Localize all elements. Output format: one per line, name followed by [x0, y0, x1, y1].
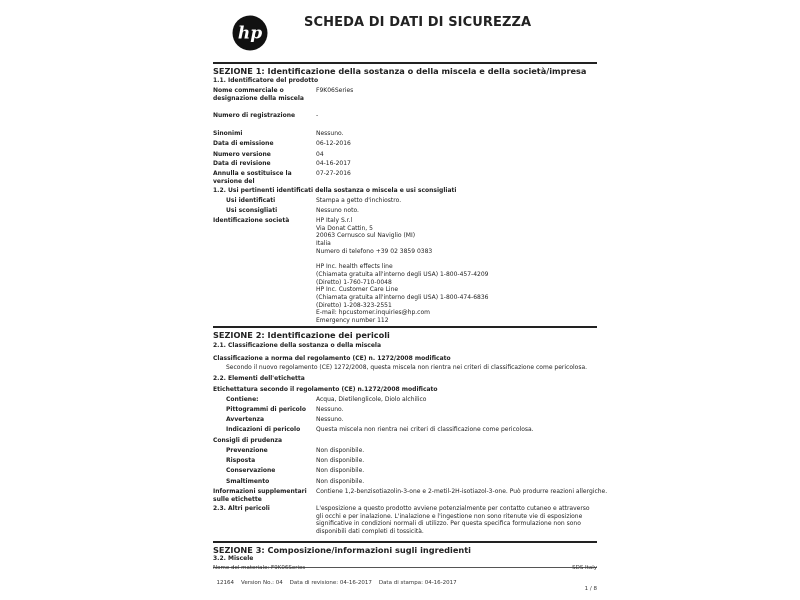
field-value-revision-date: 04-16-2017 [316, 160, 351, 167]
page-number: 1 / 8 [584, 586, 597, 592]
field-label-contains: Contiene: [226, 396, 259, 403]
field-label-identified-uses: Usi identificati [226, 197, 276, 204]
field-label-supersedes: Annulla e sostituisce la versione del [213, 170, 292, 185]
company-line: HP Italy S.r.l [316, 217, 353, 224]
field-value-synonyms: Nessuno. [316, 130, 344, 137]
section-2-heading: SEZIONE 2: Identificazione dei pericoli [213, 326, 597, 340]
svg-text:hp: hp [237, 23, 263, 44]
field-value-disposal: Non disponibile. [316, 478, 365, 485]
subsection-2-1: 2.1. Classificazione della sostanza o della miscela [213, 342, 381, 349]
field-label-signal-word: Avvertenza [226, 416, 265, 423]
labelling-heading: Etichettatura secondo il regolamento (CE) n.1272/2008 modificato [213, 386, 438, 393]
company-line: (Chiamata gratuita all'interno degli USA) 1-800-474-6836 [316, 294, 489, 302]
field-label-storage: Conservazione [226, 467, 276, 474]
field-value-hazard-statements: Questa miscela non rientra nei criteri di classificazione come pericolosa. [316, 426, 534, 433]
company-details [316, 217, 488, 325]
field-value-storage: Non disponibile. [316, 467, 365, 474]
field-value-other-hazards: L'esposizione a questo prodotto avviene potenzialmente per contatto cutaneo e attraverso gli occhi e per inalazione. L'inalazione e l'ingestione non sono ritenute vie di esposizione significative in condizioni normali di utilizzo. Per questa specifica formulazione non sono disponibili dati completi di tossicità. [316, 505, 590, 536]
company-line [316, 256, 488, 264]
field-value-trade-name: F9K06Series [316, 87, 354, 94]
company-line: (Diretto) 1-208-323-2551 [316, 301, 392, 309]
company-line: Numero di telefono +39 02 3859 0383 [316, 247, 433, 255]
field-value-uses-advised-against: Nessuno noto. [316, 207, 359, 214]
field-label-supplemental-info: Informazioni supplementari sulle etichette [213, 488, 307, 503]
field-label-prevention: Prevenzione [226, 447, 268, 454]
company-line: Via Donat Cattin, 5 [316, 224, 373, 232]
company-line: (Diretto) 1-760-710-0048 [316, 278, 392, 286]
document-title: SCHEDA DI DATI DI SICUREZZA [304, 15, 532, 30]
hp-logo [232, 15, 268, 51]
precautionary-heading: Consigli di prudenza [213, 437, 283, 444]
field-label-other-hazards: 2.3. Altri pericoli [213, 505, 270, 512]
field-value-supplemental-info: Contiene 1,2-benzisotiazolin-3-one e 2-metil-2H-isotiazol-3-one. Può produrre reazioni allergiche. [316, 488, 608, 495]
footer-material-name: Nome del materiale: F9K06Series [213, 565, 306, 571]
company-line: HP Inc. health effects line [316, 263, 393, 271]
field-label-pictograms: Pittogrammi di pericolo [226, 406, 306, 413]
field-label-registration-number: Numero di registrazione [213, 112, 296, 119]
subsection-1-1: 1.1. Identificatore del prodotto [213, 77, 319, 84]
field-value-contains: Acqua, Dietilenglicole, Diolo alchilico [316, 396, 427, 403]
field-label-revision-date: Data di revisione [213, 160, 271, 167]
subsection-3-2: 3.2. Miscele [213, 555, 254, 562]
field-value-issue-date: 06-12-2016 [316, 140, 351, 147]
footer-version-info: 12164 Version No.: 04 Data di revisione: 04-16-2017 Data di stampa: 04-16-2017 [216, 580, 457, 586]
field-value-version-number: 04 [316, 151, 324, 158]
classification-heading: Classificazione a norma del regolamento (CE) n. 1272/2008 modificato [213, 355, 451, 362]
footer-meta [213, 574, 597, 592]
company-line: Emergency number 112 [316, 317, 389, 325]
field-label-synonyms: Sinonimi [213, 130, 243, 137]
footer-sds-label: SDS Italy [572, 565, 597, 571]
company-line: Italia [316, 240, 331, 248]
field-value-pictograms: Nessuno. [316, 406, 344, 413]
field-label-company-identification: Identificazione società [213, 217, 290, 224]
company-line: 20063 Cernusco sul Naviglio (MI) [316, 232, 416, 240]
field-label-disposal: Smaltimento [226, 478, 270, 485]
field-label-uses-advised-against: Usi sconsigliati [226, 207, 278, 214]
footer-material [213, 565, 597, 571]
company-line: HP Inc. Customer Care Line [316, 286, 399, 294]
field-value-identified-uses: Stampa a getto d'inchiostro. [316, 197, 402, 204]
field-label-hazard-statements: Indicazioni di pericolo [226, 426, 301, 433]
field-value-prevention: Non disponibile. [316, 447, 365, 454]
subsection-2-2: 2.2. Elementi dell'etichetta [213, 375, 305, 382]
field-value-signal-word: Nessuno. [316, 416, 344, 423]
section-1-heading: SEZIONE 1: Identificazione della sostanza o della miscela e della società/impresa [213, 62, 597, 76]
field-value-registration-number: - [316, 112, 319, 119]
company-line: (Chiamata gratuita all'interno degli USA) 1-800-457-4209 [316, 270, 489, 278]
field-value-response: Non disponibile. [316, 457, 365, 464]
field-value-supersedes: 07-27-2016 [316, 170, 351, 177]
section-3-heading: SEZIONE 3: Composizione/informazioni sugli ingredienti [213, 541, 597, 555]
field-label-version-number: Numero versione [213, 151, 271, 158]
company-email-line: E-mail: hpcustomer.inquiries@hp.com [316, 309, 430, 317]
classification-text: Secondo il nuovo regolamento (CE) 1272/2008, questa miscela non rientra nei criteri di classificazione come pericolosa. [226, 364, 588, 371]
subsection-1-2: 1.2. Usi pertinenti identificati della sostanza o miscela e usi sconsigliati [213, 187, 457, 194]
field-label-response: Risposta [226, 457, 256, 464]
field-label-trade-name: Nome commerciale o designazione della miscela [213, 87, 304, 102]
field-label-issue-date: Data di emissione [213, 140, 274, 147]
